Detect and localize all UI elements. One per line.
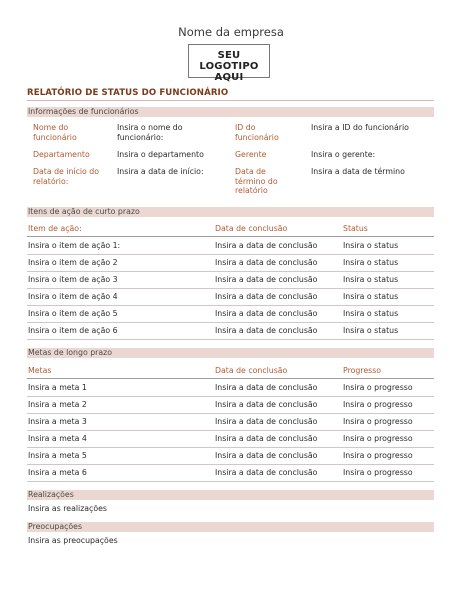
long-term-progress[interactable]: Insira o progresso — [343, 383, 413, 392]
short-term-date[interactable]: Insira a data de conclusão — [215, 258, 318, 267]
company-name: Nome da empresa — [178, 25, 284, 39]
logo-placeholder — [188, 44, 270, 83]
long-term-goal[interactable]: Insira a meta 2 — [28, 400, 87, 409]
short-term-item[interactable]: Insira o item de ação 4 — [28, 292, 118, 301]
row-divider — [27, 254, 434, 255]
short-term-status[interactable]: Insira o status — [343, 326, 399, 335]
concerns-text[interactable]: Insira as preocupações — [28, 536, 118, 545]
employee-name-label: Nome do funcionário — [33, 123, 77, 142]
section-achievements: Realizações — [27, 490, 434, 500]
row-divider — [27, 413, 434, 414]
short-term-status[interactable]: Insira o status — [343, 241, 399, 250]
long-term-date[interactable]: Insira a data de conclusão — [215, 451, 318, 460]
long-term-header-goal: Metas — [28, 366, 52, 375]
employee-id-value[interactable]: Insira a ID do funcionário — [311, 123, 409, 132]
logo-text-line2: AQUI — [214, 72, 244, 83]
long-term-progress[interactable]: Insira o progresso — [343, 434, 413, 443]
short-term-item[interactable]: Insira o item de ação 5 — [28, 309, 118, 318]
logo-text-line1: SEU LOGOTIPO — [199, 50, 259, 72]
long-term-progress[interactable]: Insira o progresso — [343, 400, 413, 409]
title-divider — [27, 100, 434, 101]
short-term-date[interactable]: Insira a data de conclusão — [215, 292, 318, 301]
long-term-progress[interactable]: Insira o progresso — [343, 468, 413, 477]
report-title: RELATÓRIO DE STATUS DO FUNCIONÁRIO — [27, 88, 229, 98]
section-short-term: Itens de ação de curto prazo — [27, 207, 434, 217]
achievements-text[interactable]: Insira as realizações — [28, 504, 107, 513]
row-divider — [27, 271, 434, 272]
section-employee-info: Informações de funcionários — [27, 107, 434, 117]
short-term-header-divider — [27, 236, 434, 237]
short-term-header-status: Status — [343, 224, 368, 233]
department-label: Departamento — [33, 150, 90, 159]
short-term-header-item: Item de ação: — [28, 224, 82, 233]
short-term-status[interactable]: Insira o status — [343, 258, 399, 267]
short-term-status[interactable]: Insira o status — [343, 292, 399, 301]
long-term-date[interactable]: Insira a data de conclusão — [215, 383, 318, 392]
long-term-date[interactable]: Insira a data de conclusão — [215, 434, 318, 443]
department-value[interactable]: Insira o departamento — [117, 150, 204, 159]
long-term-date[interactable]: Insira a data de conclusão — [215, 400, 318, 409]
row-divider — [27, 430, 434, 431]
report-start-value[interactable]: Insira a data de início: — [117, 167, 204, 176]
manager-label: Gerente — [235, 150, 267, 159]
long-term-header-divider — [27, 378, 434, 379]
short-term-item[interactable]: Insira o item de ação 2 — [28, 258, 118, 267]
short-term-date[interactable]: Insira a data de conclusão — [215, 326, 318, 335]
employee-id-label: ID do funcionário — [235, 123, 279, 142]
section-long-term: Metas de longo prazo — [27, 348, 434, 358]
long-term-progress[interactable]: Insira o progresso — [343, 451, 413, 460]
row-divider — [27, 464, 434, 465]
row-divider — [27, 322, 434, 323]
report-end-label: Data de término do relatório — [235, 167, 278, 195]
short-term-date[interactable]: Insira a data de conclusão — [215, 241, 318, 250]
row-divider — [27, 481, 434, 482]
row-divider — [27, 288, 434, 289]
long-term-date[interactable]: Insira a data de conclusão — [215, 417, 318, 426]
long-term-date[interactable]: Insira a data de conclusão — [215, 468, 318, 477]
short-term-item[interactable]: Insira o item de ação 6 — [28, 326, 118, 335]
long-term-header-progress: Progresso — [343, 366, 382, 375]
employee-name-value[interactable]: Insira o nome do funcionário: — [117, 123, 183, 142]
report-end-value[interactable]: Insira a data de término — [311, 167, 405, 176]
long-term-goal[interactable]: Insira a meta 5 — [28, 451, 87, 460]
short-term-item[interactable]: Insira o item de ação 1: — [28, 241, 121, 250]
short-term-header-date: Data de conclusão — [215, 224, 288, 233]
short-term-item[interactable]: Insira o item de ação 3 — [28, 275, 118, 284]
short-term-date[interactable]: Insira a data de conclusão — [215, 309, 318, 318]
report-start-label: Data de início do relatório: — [33, 167, 100, 186]
long-term-header-date: Data de conclusão — [215, 366, 288, 375]
row-divider — [27, 339, 434, 340]
row-divider — [27, 447, 434, 448]
long-term-goal[interactable]: Insira a meta 4 — [28, 434, 87, 443]
short-term-date[interactable]: Insira a data de conclusão — [215, 275, 318, 284]
long-term-goal[interactable]: Insira a meta 1 — [28, 383, 87, 392]
short-term-status[interactable]: Insira o status — [343, 309, 399, 318]
short-term-status[interactable]: Insira o status — [343, 275, 399, 284]
section-concerns: Preocupações — [27, 522, 434, 532]
long-term-progress[interactable]: Insira o progresso — [343, 417, 413, 426]
row-divider — [27, 305, 434, 306]
row-divider — [27, 396, 434, 397]
long-term-goal[interactable]: Insira a meta 6 — [28, 468, 87, 477]
manager-value[interactable]: Insira o gerente: — [311, 150, 376, 159]
long-term-goal[interactable]: Insira a meta 3 — [28, 417, 87, 426]
